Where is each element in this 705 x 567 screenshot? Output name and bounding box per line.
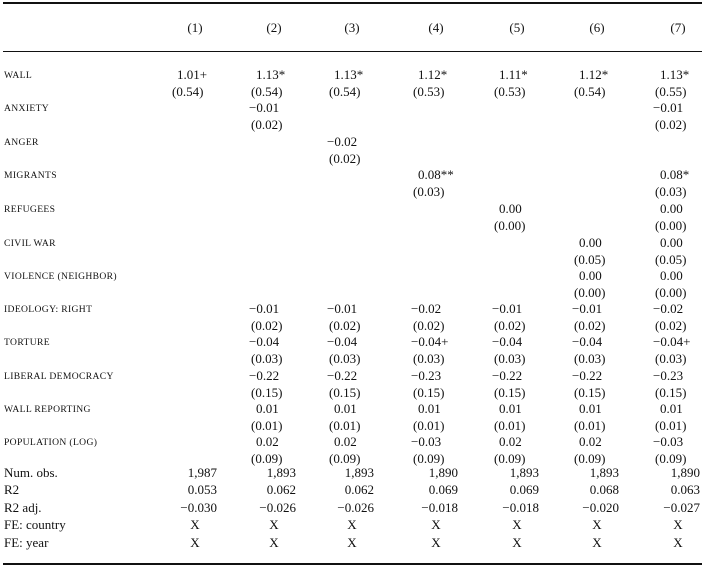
column-header: (7) <box>670 20 686 35</box>
standard-error: (0.05) <box>655 252 687 267</box>
standard-error: (0.03) <box>494 351 526 366</box>
stat-value: 0.053 <box>187 482 217 497</box>
standard-error: (0.01) <box>494 418 526 433</box>
standard-error: (0.09) <box>413 451 445 466</box>
column-header: (3) <box>344 20 360 35</box>
coefficient: 0.01 <box>334 401 357 416</box>
standard-error: (0.00) <box>574 285 606 300</box>
stat-value: −0.030 <box>180 500 217 515</box>
standard-error: (0.54) <box>574 84 606 99</box>
standard-error: (0.02) <box>329 151 361 166</box>
column-header: (4) <box>428 20 444 35</box>
standard-error: (0.05) <box>574 252 606 267</box>
bottom-rule <box>3 563 702 565</box>
standard-error: (0.54) <box>329 84 361 99</box>
standard-error: (0.03) <box>574 351 606 366</box>
standard-error: (0.00) <box>655 285 687 300</box>
coefficient: 0.01 <box>418 401 441 416</box>
stat-value: 1,893 <box>589 465 619 480</box>
row-label: WALL REPORTING <box>4 404 91 415</box>
stat-value: 0.062 <box>266 482 296 497</box>
standard-error: (0.53) <box>413 84 445 99</box>
standard-error: (0.02) <box>655 117 687 132</box>
standard-error: (0.02) <box>655 318 687 333</box>
stat-value: 1,893 <box>266 465 296 480</box>
stat-value: 0.069 <box>428 482 458 497</box>
coefficient: −0.04+ <box>411 334 449 349</box>
coefficient: 0.02 <box>256 434 279 449</box>
coefficient: 0.01 <box>660 401 683 416</box>
coefficient: −0.22 <box>249 368 280 383</box>
coefficient: −0.01 <box>492 301 523 316</box>
row-label: ANGER <box>4 137 39 148</box>
coefficient: 0.00 <box>660 201 683 216</box>
coefficient: 0.00 <box>499 201 522 216</box>
standard-error: (0.02) <box>574 318 606 333</box>
standard-error: (0.55) <box>655 84 687 99</box>
coefficient: 0.08* <box>660 167 690 182</box>
coefficient: −0.04 <box>249 334 280 349</box>
coefficient: 1.01+ <box>177 67 208 82</box>
row-label: POPULATION (LOG) <box>4 437 98 448</box>
stat-value: −0.020 <box>582 500 619 515</box>
standard-error: (0.01) <box>655 418 687 433</box>
column-header: (1) <box>187 20 203 35</box>
standard-error: (0.54) <box>172 84 204 99</box>
standard-error: (0.01) <box>574 418 606 433</box>
stat-value: 0.062 <box>344 482 374 497</box>
stat-value: X <box>592 517 602 532</box>
stat-value: X <box>431 535 441 550</box>
coefficient: −0.23 <box>653 368 684 383</box>
header-rule <box>3 51 702 52</box>
standard-error: (0.15) <box>655 385 687 400</box>
coefficient: −0.01 <box>653 100 684 115</box>
row-label: VIOLENCE (NEIGHBOR) <box>4 271 117 282</box>
stat-label: Num. obs. <box>4 465 58 480</box>
stat-label: FE: country <box>4 517 66 532</box>
stat-value: X <box>347 535 357 550</box>
stat-label: R2 <box>4 482 20 497</box>
stat-label: R2 adj. <box>4 500 42 515</box>
row-label: LIBERAL DEMOCRACY <box>4 371 114 382</box>
standard-error: (0.09) <box>574 451 606 466</box>
standard-error: (0.03) <box>655 184 687 199</box>
stat-value: X <box>512 517 522 532</box>
coefficient: 0.02 <box>499 434 522 449</box>
coefficient: 0.02 <box>334 434 357 449</box>
standard-error: (0.15) <box>413 385 445 400</box>
coefficient: −0.02 <box>411 301 442 316</box>
standard-error: (0.01) <box>329 418 361 433</box>
standard-error: (0.01) <box>413 418 445 433</box>
coefficient: 0.01 <box>499 401 522 416</box>
coefficient: 1.12* <box>418 67 448 82</box>
coefficient: −0.23 <box>411 368 442 383</box>
row-label: TORTURE <box>4 337 50 348</box>
coefficient: 0.01 <box>579 401 602 416</box>
stat-value: 1,987 <box>187 465 217 480</box>
row-label: CIVIL WAR <box>4 238 56 249</box>
stat-label: FE: year <box>4 535 49 550</box>
stat-value: X <box>190 517 200 532</box>
stat-value: −0.026 <box>259 500 296 515</box>
coefficient: −0.02 <box>327 134 358 149</box>
coefficient: −0.01 <box>327 301 358 316</box>
standard-error: (0.03) <box>251 351 283 366</box>
coefficient: −0.03 <box>653 434 684 449</box>
standard-error: (0.02) <box>251 318 283 333</box>
stat-value: 1,893 <box>344 465 374 480</box>
standard-error: (0.02) <box>413 318 445 333</box>
row-label: IDEOLOGY: RIGHT <box>4 304 93 315</box>
row-label: WALL <box>4 70 33 81</box>
stat-value: X <box>592 535 602 550</box>
coefficient: 1.12* <box>579 67 609 82</box>
standard-error: (0.15) <box>494 385 526 400</box>
stat-value: −0.018 <box>502 500 539 515</box>
stat-value: X <box>269 535 279 550</box>
coefficient: 0.00 <box>579 235 602 250</box>
stat-value: X <box>190 535 200 550</box>
standard-error: (0.03) <box>413 351 445 366</box>
stat-value: X <box>269 517 279 532</box>
standard-error: (0.09) <box>329 451 361 466</box>
stat-value: 0.063 <box>670 482 700 497</box>
coefficient: −0.22 <box>492 368 523 383</box>
stat-value: X <box>347 517 357 532</box>
stat-value: X <box>431 517 441 532</box>
stat-value: 1,890 <box>428 465 458 480</box>
coefficient: 0.00 <box>579 268 602 283</box>
coefficient: −0.01 <box>572 301 603 316</box>
coefficient: −0.04+ <box>653 334 691 349</box>
standard-error: (0.00) <box>494 218 526 233</box>
standard-error: (0.03) <box>329 351 361 366</box>
column-header: (5) <box>509 20 525 35</box>
standard-error: (0.09) <box>251 451 283 466</box>
standard-error: (0.02) <box>251 117 283 132</box>
stat-value: 1,893 <box>509 465 539 480</box>
coefficient: 0.08** <box>418 167 454 182</box>
coefficient: 1.13* <box>660 67 690 82</box>
row-label: ANXIETY <box>4 103 50 114</box>
row-label: REFUGEES <box>4 204 56 215</box>
standard-error: (0.09) <box>494 451 526 466</box>
coefficient: 1.11* <box>499 67 528 82</box>
standard-error: (0.01) <box>251 418 283 433</box>
stat-value: 0.069 <box>509 482 539 497</box>
stat-value: X <box>673 517 683 532</box>
stat-value: −0.027 <box>663 500 700 515</box>
standard-error: (0.53) <box>494 84 526 99</box>
standard-error: (0.02) <box>494 318 526 333</box>
coefficient: 1.13* <box>256 67 286 82</box>
standard-error: (0.03) <box>655 351 687 366</box>
stat-value: −0.018 <box>421 500 458 515</box>
coefficient: −0.04 <box>327 334 358 349</box>
standard-error: (0.03) <box>413 184 445 199</box>
row-label: MIGRANTS <box>4 170 57 181</box>
column-header: (2) <box>266 20 282 35</box>
coefficient: −0.04 <box>572 334 603 349</box>
coefficient: 0.00 <box>660 235 683 250</box>
standard-error: (0.15) <box>574 385 606 400</box>
coefficient: 0.01 <box>256 401 279 416</box>
coefficient: −0.01 <box>249 301 280 316</box>
standard-error: (0.15) <box>329 385 361 400</box>
stat-value: 1,890 <box>670 465 700 480</box>
stat-value: 0.068 <box>589 482 619 497</box>
coefficient: −0.22 <box>327 368 358 383</box>
coefficient: −0.01 <box>249 100 280 115</box>
coefficient: 0.02 <box>579 434 602 449</box>
standard-error: (0.00) <box>655 218 687 233</box>
stat-value: X <box>512 535 522 550</box>
coefficient: −0.22 <box>572 368 603 383</box>
standard-error: (0.02) <box>329 318 361 333</box>
coefficient: −0.04 <box>492 334 523 349</box>
stat-value: X <box>673 535 683 550</box>
column-header: (6) <box>589 20 605 35</box>
coefficient: 0.00 <box>660 268 683 283</box>
coefficient: −0.02 <box>653 301 684 316</box>
standard-error: (0.54) <box>251 84 283 99</box>
coefficient: 1.13* <box>334 67 364 82</box>
standard-error: (0.15) <box>251 385 283 400</box>
coefficient: −0.03 <box>411 434 442 449</box>
stat-value: −0.026 <box>337 500 374 515</box>
standard-error: (0.09) <box>655 451 687 466</box>
top-rule <box>3 2 702 4</box>
